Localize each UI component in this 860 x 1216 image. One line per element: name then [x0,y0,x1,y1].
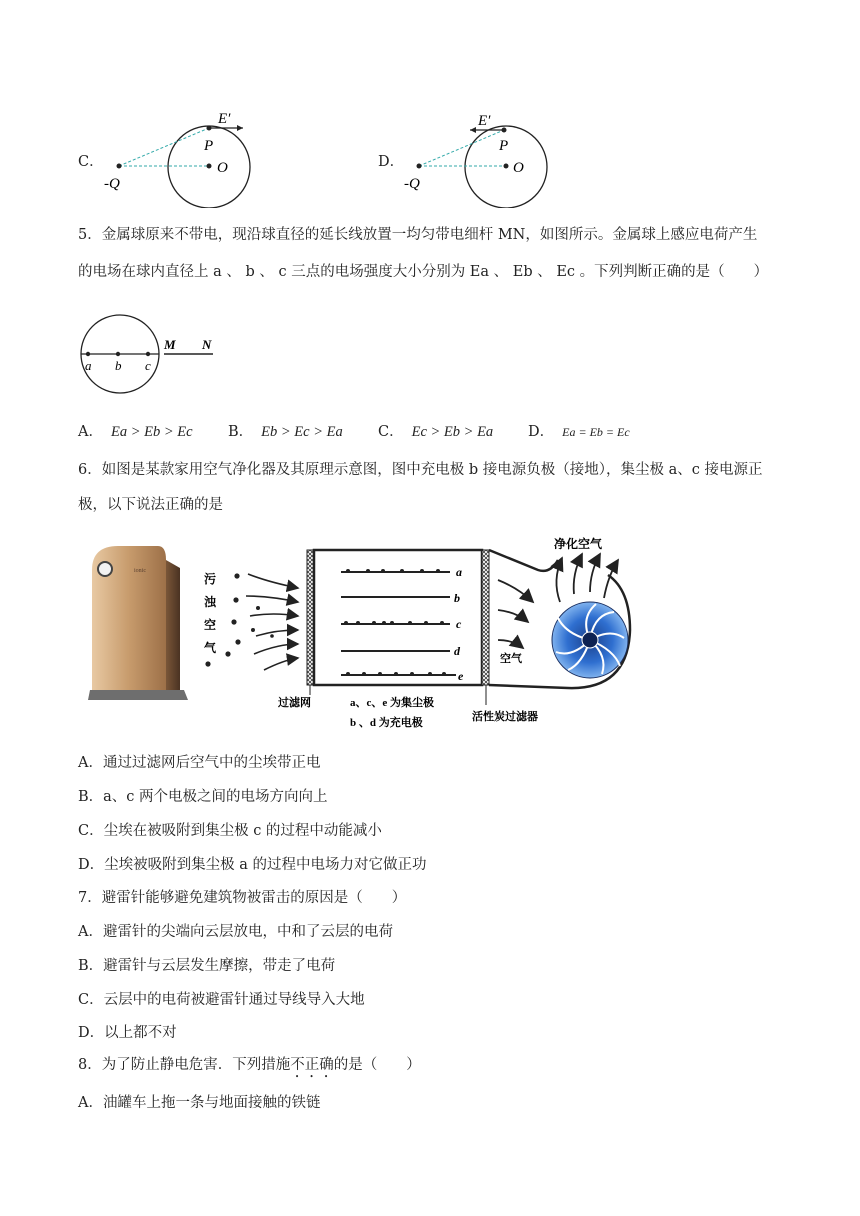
inflow-arrows [246,574,298,670]
duct-top [489,550,558,571]
q7-stem: 7．避雷针能够避免建筑物被雷击的原因是（ ） [78,890,407,906]
q4-option-c-label: C． [78,154,104,170]
plate-e-label: e [458,669,464,683]
charger-note: b 、d 为充电极 [350,717,423,729]
q-label: -Q [404,176,420,192]
q5-stem-line1: 5．金属球原来不带电，现沿球直径的延长线放置一均匀带电细杆 MN，如图所示。金属球上感应电荷产生 [78,227,758,243]
q8-stem: 8．为了防止静电危害．下列措施不正确的是（ ） [78,1057,421,1073]
field-arrow [470,127,476,133]
o-label: O [513,160,524,176]
dirty-air-char-2: 浊 [204,595,217,609]
q5-option-a: A． Ea > Eb > Ec [78,424,193,440]
q7-option-a: A．避雷针的尖端向云层放电，中和了云层的电荷 [78,924,393,940]
q6-stem-line2: 极，以下说法正确的是 [78,497,223,513]
q6-option-d: D．尘埃被吸附到集尘极 a 的过程中电场力对它做正功 [78,857,427,873]
plate-a-label: a [456,565,462,579]
carbon-filter-label: 活性炭过滤器 [472,711,538,723]
center-point [207,164,212,169]
filter-label: 过滤网 [278,697,311,709]
plate-b-label: b [454,591,460,605]
q4-option-c-diagram [100,108,260,208]
p-label: P [204,138,214,154]
q5-option-c: C． Ec > Eb > Ea [378,424,494,440]
purifier-base [88,690,188,700]
charge-point [417,164,422,169]
p-label: P [499,138,509,154]
collected-dust [344,569,446,676]
e-label: E′ [478,113,491,129]
sensor-icon [98,562,112,576]
collector-note: a、c、e 为集尘极 [350,697,435,709]
q4-option-d-diagram [400,108,560,208]
point-a-label: a [85,358,92,373]
q5-option-b: B． Eb > Ec > Ea [228,424,343,440]
purifier-principle-diagram [198,530,650,735]
dirty-air-char-4: 气 [204,641,217,655]
clean-air-arrows [556,554,618,602]
charge-point [117,164,122,169]
e-label: E′ [218,111,231,127]
q7-option-c: C．云层中的电荷被避雷针通过导线导入大地 [78,992,365,1008]
rod-m-label: M [164,337,176,352]
fan-icon [552,602,628,678]
q6-stem-line1: 6．如图是某款家用空气净化器及其原理示意图，图中充电极 b 接电源负极（接地），集尘极 a、c 接电源正 [78,462,763,478]
point-b-label: b [115,358,122,373]
air-label: 空气 [500,653,522,665]
q8-option-a: A．油罐车上拖一条与地面接触的铁链 [78,1095,321,1111]
q6-option-c: C．尘埃在被吸附到集尘极 c 的过程中动能减小 [78,823,382,839]
plate-c-label: c [456,617,462,631]
q7-option-d: D．以上都不对 [78,1025,177,1041]
o-label: O [217,160,228,176]
q5-stem-line2: 的电场在球内直径上 a 、 b 、 c 三点的电场强度大小分别为 Ea 、 Eb 、 Ec 。下列判断正确的是（ ） [78,264,769,280]
q4-option-d-label: D． [378,154,405,170]
brand-logo: ionic [134,568,146,574]
internal-flow-arrows [498,580,533,648]
clean-air-label: 净化空气 [554,537,603,551]
field-arrow [237,125,243,131]
q6-option-b: B．a、c 两个电极之间的电场方向向上 [78,789,328,805]
q-label: -Q [104,176,120,192]
center-point [504,164,509,169]
dirty-air-char-3: 空 [204,618,217,632]
q5-diagram [76,312,226,397]
q8-emphasis: 不正确 [290,1057,334,1073]
carbon-filter [482,550,489,685]
rod-n-label: N [202,337,212,352]
dirty-air-char-1: 污 [204,572,217,586]
air-purifier-photo [88,540,193,710]
q6-option-a: A．通过过滤网后空气中的尘埃带正电 [78,755,321,771]
plate-d-label: d [454,644,460,658]
q5-option-d: D． Ea = Eb = Ec [528,424,630,440]
q7-option-b: B．避雷针与云层发生摩擦，带走了电荷 [78,958,336,974]
point-c-label: c [145,358,151,373]
purifier-side [166,560,180,690]
